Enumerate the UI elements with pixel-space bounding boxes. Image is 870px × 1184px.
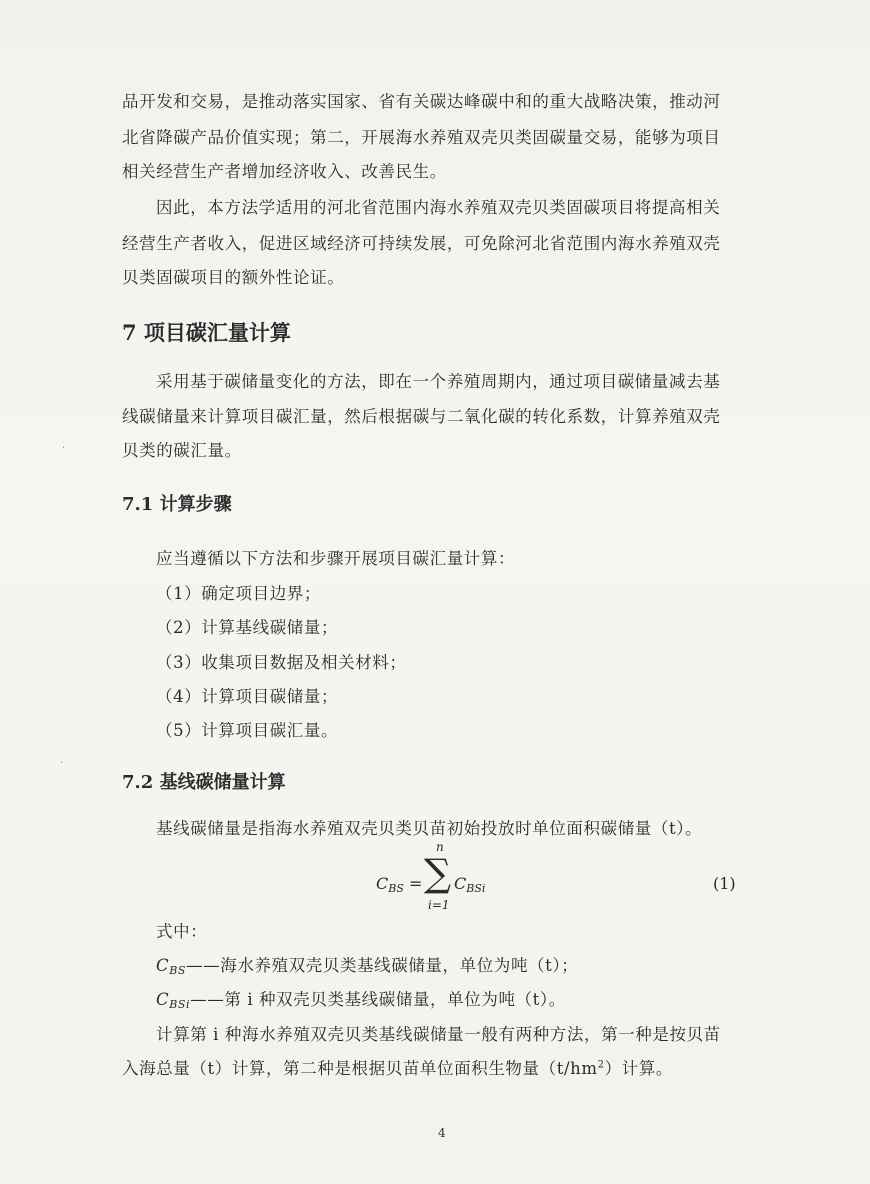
paragraph-line: 贝类固碳项目的额外性论证。 <box>122 268 345 287</box>
page-number: 4 <box>438 1126 446 1140</box>
sigma-symbol: ∑ <box>424 851 452 895</box>
section-7-heading: 7 项目碳汇量计算 <box>122 320 291 345</box>
equation-number: (1) <box>713 874 736 893</box>
baseline-definition: 基线碳储量是指海水养殖双壳贝类贝苗初始投放时单位面积碳储量（t）。 <box>156 819 703 838</box>
paragraph-line: 经营生产者收入，促进区域经济可持续发展，可免除河北省范围内海水养殖双壳 <box>122 234 721 253</box>
paragraph-line: 入海总量（t）计算，第二种是根据贝苗单位面积生物量$(t/hm^2)$计算。 <box>122 1059 673 1078</box>
step-lead: 应当遵循以下方法和步骤开展项目碳汇量计算： <box>156 549 516 568</box>
sum-upper-limit: n <box>436 840 444 854</box>
paragraph-line: 贝类的碳汇量。 <box>122 441 242 460</box>
step-item-2: （2）计算基线碳储量； <box>156 618 339 637</box>
section-7-1-heading: 7.1 计算步骤 <box>122 494 232 515</box>
sum-lower-limit: i=1 <box>428 898 450 912</box>
formula-rhs: $C_{BSi}$ <box>454 874 486 895</box>
paragraph-line: 相关经营生产者增加经济收入、改善民生。 <box>122 162 447 181</box>
scan-speck: . <box>62 440 66 451</box>
paragraph-line: 计算第 i 种海水养殖双壳贝类基线碳储量一般有两种方法，第一种是按贝苗 <box>156 1025 721 1044</box>
formula-lhs: $C_{BS}$ = <box>376 874 423 895</box>
paragraph-line: 因此，本方法学适用的河北省范围内海水养殖双壳贝类固碳项目将提高相关 <box>156 198 721 217</box>
scan-speck: . <box>60 755 64 766</box>
summation-formula <box>376 840 576 918</box>
step-item-3: （3）收集项目数据及相关材料； <box>156 653 407 672</box>
step-item-1: （1）确定项目边界； <box>156 584 321 603</box>
paragraph-line: 采用基于碳储量变化的方法，即在一个养殖周期内，通过项目碳储量减去基 <box>156 372 721 391</box>
paragraph-line: 北省降碳产品价值实现；第二，开展海水养殖双壳贝类固碳量交易，能够为项目 <box>122 128 721 147</box>
step-item-5: （5）计算项目碳汇量。 <box>156 721 339 740</box>
step-item-4: （4）计算项目碳储量； <box>156 687 339 706</box>
definition-cbs: $C_{BS}——$海水养殖双壳贝类基线碳储量，单位为吨（t）； <box>156 956 579 977</box>
paragraph-line: 线碳储量来计算项目碳汇量，然后根据碳与二氧化碳的转化系数，计算养殖双壳 <box>122 407 721 426</box>
paragraph-line: 品开发和交易，是推动落实国家、省有关碳达峰碳中和的重大战略决策，推动河 <box>122 92 721 111</box>
definition-cbsi: $C_{BSi}——$第 i 种双壳贝类基线碳储量，单位为吨（t）。 <box>156 990 566 1011</box>
where-label: 式中： <box>156 922 208 941</box>
section-7-2-heading: 7.2 基线碳储量计算 <box>122 772 286 793</box>
